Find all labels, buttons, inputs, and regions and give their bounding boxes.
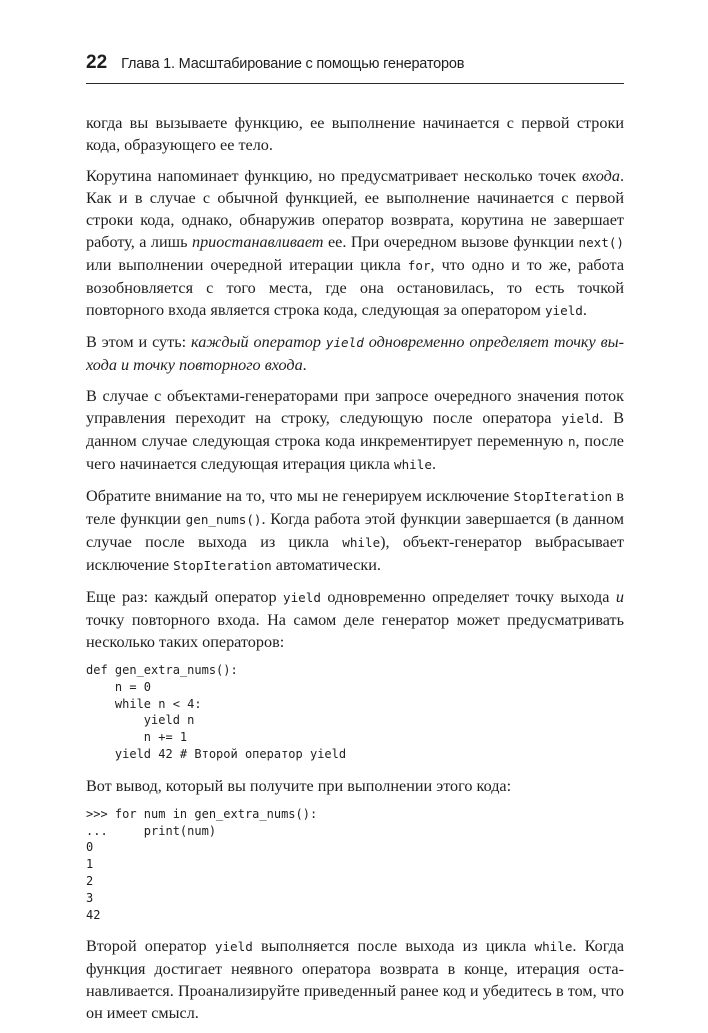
paragraph-8: Второй оператор yield выполняется после выхода из цикла while. Когда функция достигает неявного оператора возврата в конце, итерация останавливается. Проанализируйте приведенный ранее код и убедитесь в том, что он имеет смысл. bbox=[86, 937, 625, 1023]
paragraph-3: В этом и суть: каждый оператор yield одновременно определяет точку выхода и точку повторного входа. bbox=[86, 333, 624, 374]
paragraph-6: Еще раз: каждый оператор yield одновременно определяет точку выхода и точку повторного входа. На самом деле генератор может предусматривать несколько таких операторов: bbox=[86, 588, 624, 651]
inline-code: while bbox=[534, 939, 573, 955]
inline-code: StopIteration bbox=[513, 489, 613, 504]
paragraph-5: Обратите внимание на то, что мы не генерируем исключение StopIteration в теле функции gen_nums(). Когда работа этой функции завершается (в данном случае после выхода из цикла while), объект-генератор выбрасывает исключение StopIteration автоматически. bbox=[86, 487, 625, 574]
paragraph-7: Вот вывод, который вы получите при выполнении этого кода: bbox=[86, 776, 512, 795]
paragraph-4: В случае с объектами-генераторами при запросе очередного значения поток управления переходит на строку, следующую после оператора yield. В данном случае следующая строка кода инкрементирует переменную n, после чего начинается следующая итерация цикла while. bbox=[86, 387, 624, 473]
emphasis: и bbox=[615, 588, 624, 606]
inline-code: for bbox=[407, 258, 431, 273]
emphasis: приостанавливает bbox=[191, 233, 324, 251]
code-block-gen-extra-nums: def gen_extra_nums(): n = 0 while n < 4: yield n n += 1 yield 42 # Второй оператор yield bbox=[86, 663, 347, 761]
inline-code: StopIteration bbox=[173, 558, 272, 573]
body-text bbox=[86, 112, 624, 1033]
code-block-output: >>> for num in gen_extra_nums(): ... print(num) 0 1 2 3 42 bbox=[86, 806, 318, 922]
inline-code: n bbox=[567, 434, 576, 449]
inline-code: while bbox=[342, 535, 381, 550]
page-number: 22 bbox=[86, 52, 108, 73]
page-header bbox=[86, 52, 624, 84]
inline-code: yield bbox=[283, 590, 321, 605]
inline-code: yield bbox=[325, 335, 364, 350]
inline-code: yield bbox=[561, 411, 600, 426]
inline-code: while bbox=[394, 457, 432, 472]
paragraph-2: Корутина напоминает функцию, но предусматривает несколько точек входа. Как и в случае с обычной функцией, ее выполнение начинается с первой строки кода, однако, обнаружив оператор возврата, корутина не завершает работу, а лишь приостанавливает ее. При очередном вызове функции next() или выполнении очередной итерации цикла for, что одно и то же, работа возобновляется с того места, где она остановилась, то есть точкой повторного входа является строка кода, следующая за оператором yield. bbox=[86, 167, 624, 319]
inline-code: yield bbox=[214, 939, 253, 955]
inline-code: next() bbox=[578, 235, 624, 250]
running-title: Глава 1. Масштабирование с помощью генераторов bbox=[121, 56, 465, 72]
paragraph-1: когда вы вызываете функцию, ее выполнение начинается с первой строки кода, образующего ее тело. bbox=[86, 114, 624, 154]
inline-code: gen_nums() bbox=[185, 512, 262, 527]
emphasis: входа bbox=[581, 167, 620, 185]
emphasis: каждый оператор yield одновременно определяет точку выхода и точку повторного входа bbox=[86, 333, 624, 374]
inline-code: yield bbox=[544, 303, 583, 318]
